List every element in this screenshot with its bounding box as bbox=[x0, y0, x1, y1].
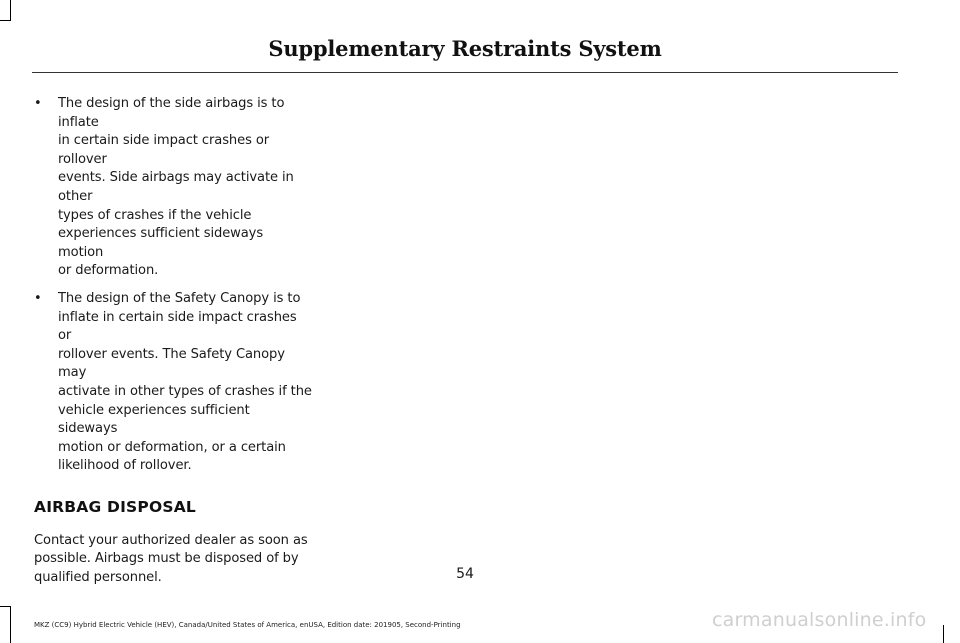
text-line: in certain side impact crashes or rollover bbox=[58, 133, 270, 167]
bullet-list bbox=[34, 95, 312, 476]
text-line: The design of the side airbags is to inflate bbox=[58, 96, 285, 130]
page-number: 54 bbox=[456, 566, 474, 582]
bullet-marker: • bbox=[34, 290, 42, 306]
text-line: The design of the Safety Canopy is to bbox=[58, 290, 301, 306]
text-line: inflate in certain side impact crashes or bbox=[58, 309, 297, 344]
header-divider bbox=[32, 72, 898, 73]
content-column bbox=[34, 95, 312, 588]
text-line: rollover events. The Safety Canopy may bbox=[58, 346, 285, 381]
text-line: types of crashes if the vehicle bbox=[58, 207, 252, 223]
text-line: qualified personnel. bbox=[34, 570, 162, 586]
page-title: Supplementary Restraints System bbox=[268, 36, 662, 61]
text-line: events. Side airbags may activate in other bbox=[58, 170, 294, 204]
section-heading-airbag-disposal: AIRBAG DISPOSAL bbox=[34, 497, 196, 516]
text-line: Contact your authorized dealer as soon as bbox=[34, 532, 308, 548]
crop-mark-top-left-vertical bbox=[10, 0, 11, 20]
crop-mark-top-left-horizontal bbox=[0, 20, 11, 21]
text-line: or deformation. bbox=[58, 263, 159, 279]
text-line: experiences sufficient sideways motion bbox=[58, 226, 264, 260]
crop-mark-bottom-left-horizontal bbox=[0, 606, 11, 607]
text-line: vehicle experiences sufficient sideways bbox=[58, 402, 250, 437]
footer-edition-info: MKZ (CC9) Hybrid Electric Vehicle (HEV), Canada/United States of America, enUSA, Edition date: 201905, Second-Printing bbox=[34, 621, 461, 629]
text-line: motion or deformation, or a certain bbox=[58, 439, 286, 455]
text-line: activate in other types of crashes if the bbox=[58, 383, 312, 399]
crop-mark-bottom-right-vertical bbox=[943, 625, 944, 643]
text-line: possible. Airbags must be disposed of by bbox=[34, 551, 299, 567]
crop-mark-bottom-left-vertical bbox=[10, 606, 11, 643]
watermark: carmanualsonline.info bbox=[712, 609, 927, 631]
bullet-marker: • bbox=[34, 96, 42, 111]
bullet-item-safety-canopy bbox=[34, 290, 312, 476]
bullet-item-side-airbags bbox=[34, 95, 312, 281]
text-line: likelihood of rollover. bbox=[58, 458, 192, 474]
